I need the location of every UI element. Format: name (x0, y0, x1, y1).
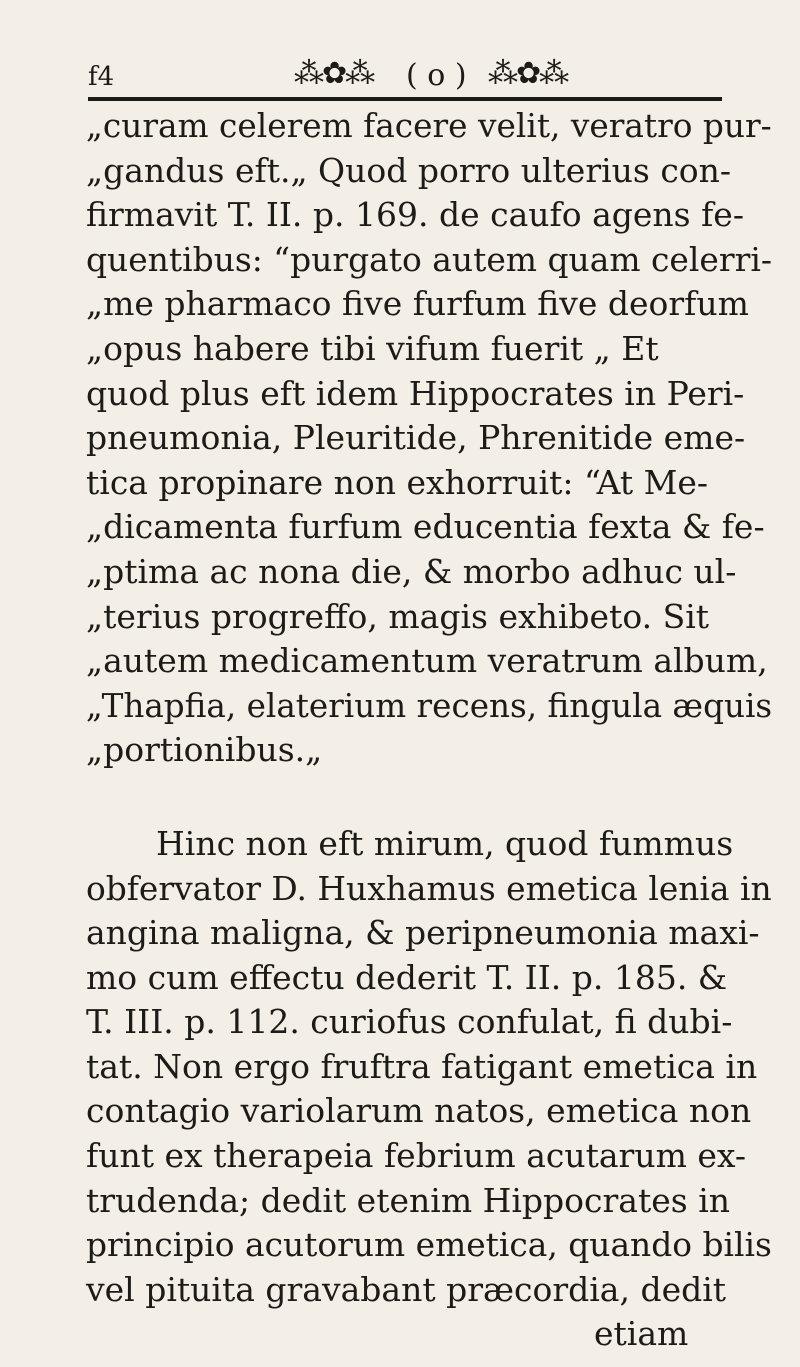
page-number: f4 (88, 62, 115, 92)
paragraph-gap (72, 773, 772, 822)
text-line: principio acutorum emetica, quando bilis (85, 1225, 772, 1265)
text-line: Hinc non eft mirum, quod fummus (156, 823, 734, 863)
text-line: „ptima ac nona die, & morbo adhuc ul- (86, 551, 737, 591)
text-line: contagio variolarum natos, emetica non (86, 1091, 752, 1131)
text-line: T. III. p. 112. curiofus confulat, fi dubi- (86, 1002, 733, 1042)
text-line: quentibus: “purgato autem quam celerri- (85, 239, 772, 279)
text-line: funt ex therapeia febrium acutarum ex- (86, 1136, 747, 1176)
text-line: „opus habere tibi vifum fuerit „ Et (86, 328, 659, 368)
text-line: trudenda; dedit etenim Hippocrates in (86, 1180, 730, 1220)
page-header (88, 48, 720, 93)
text-line: „gandus eft.„ Quod porro ulterius con- (86, 150, 732, 190)
text-line: „curam celerem facere velit, veratro pur- (85, 106, 772, 145)
text-line: angina maligna, & peripneumonia maxi- (86, 913, 760, 953)
text-line: tat. Non ergo fruftra fatigant emetica in (86, 1046, 758, 1086)
text-line: „me pharmaco five furfum five deorfum (86, 284, 749, 324)
catchword: etiam (594, 1314, 689, 1354)
text-line: „Thapfia, elaterium recens, fingula æquis (85, 685, 773, 725)
text-line: vel pituita gravabant præcordia, dedit (86, 1269, 727, 1309)
section-marker: ( o ) (406, 58, 467, 93)
text-line: tica propinare non exhorruit: “At Me- (86, 462, 709, 502)
text-line: „portionibus.„ (86, 730, 323, 770)
text-line: pneumonia, Pleuritide, Phrenitide eme- (86, 418, 746, 458)
text-line: „terius progreffo, magis exhibeto. Sit (86, 596, 710, 636)
text-line: obfervator D. Huxhamus emetica lenia in (85, 868, 772, 908)
text-line: „autem medicamentum veratrum album, (86, 641, 768, 681)
body-text (72, 104, 772, 1357)
ornament-left: ⁂✿⁂ (294, 56, 374, 91)
ornament-right: ⁂✿⁂ (488, 56, 568, 91)
text-line: quod plus eft idem Hippocrates in Peri- (86, 373, 745, 413)
header-rule (88, 97, 722, 101)
text-line: mo cum effectu dederit T. II. p. 185. & (86, 957, 728, 997)
text-line: „dicamenta furfum educentia fexta & fe- (86, 507, 765, 547)
text-line: firmavit T. II. p. 169. de caufo agens fe- (86, 195, 744, 235)
